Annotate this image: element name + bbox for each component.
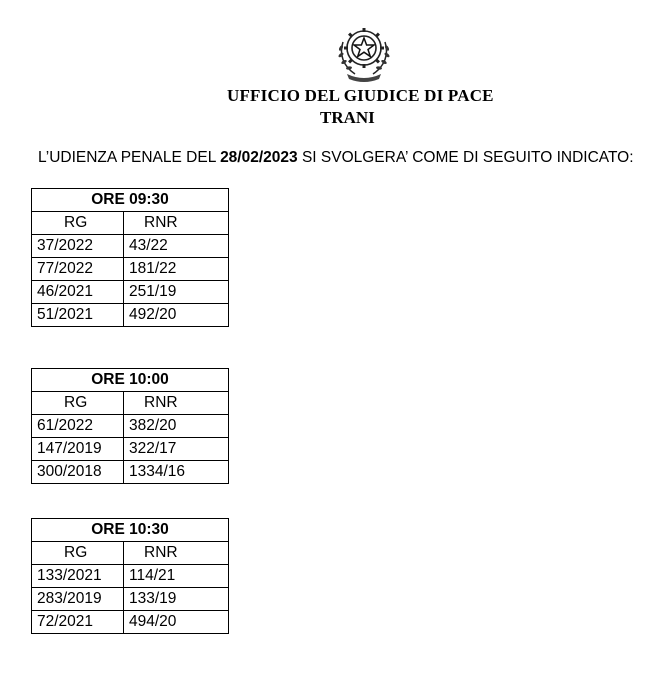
rg-cell: 133/2021 — [32, 565, 124, 588]
column-header-rg: RG — [32, 542, 124, 565]
rnr-cell: 133/19 — [124, 588, 229, 611]
rnr-cell: 43/22 — [124, 235, 229, 258]
table-row — [32, 281, 229, 304]
table-row — [32, 588, 229, 611]
rnr-cell: 181/22 — [124, 258, 229, 281]
session-time: ORE 10:30 — [32, 519, 229, 542]
rg-cell: 283/2019 — [32, 588, 124, 611]
table-row — [32, 611, 229, 634]
hearing-notice — [38, 149, 634, 167]
session-time: ORE 09:30 — [32, 189, 229, 212]
table-row — [32, 565, 229, 588]
rnr-cell: 382/20 — [124, 415, 229, 438]
rg-cell: 51/2021 — [32, 304, 124, 327]
italian-republic-emblem-icon — [333, 24, 395, 82]
office-title: UFFICIO DEL GIUDICE DI PACE — [227, 86, 494, 105]
column-header-rg: RG — [32, 392, 124, 415]
rg-cell: 300/2018 — [32, 461, 124, 484]
notice-prefix: L’UDIENZA PENALE DEL — [38, 149, 221, 166]
session-time: ORE 10:00 — [32, 369, 229, 392]
rg-cell: 147/2019 — [32, 438, 124, 461]
rg-cell: 37/2022 — [32, 235, 124, 258]
notice-suffix: SI SVOLGERA’ COME DI SEGUITO INDICATO: — [297, 149, 634, 166]
rnr-cell: 322/17 — [124, 438, 229, 461]
session-table-1000 — [31, 368, 229, 484]
table-row — [32, 461, 229, 484]
rg-cell: 72/2021 — [32, 611, 124, 634]
rnr-cell: 251/19 — [124, 281, 229, 304]
rnr-cell: 114/21 — [124, 565, 229, 588]
hearing-date: 28/02/2023 — [220, 149, 298, 166]
column-header-rnr: RNR — [124, 542, 229, 565]
rg-cell: 61/2022 — [32, 415, 124, 438]
column-header-rg: RG — [32, 212, 124, 235]
column-header-rnr: RNR — [124, 212, 229, 235]
session-table-0930 — [31, 188, 229, 327]
rg-cell: 46/2021 — [32, 281, 124, 304]
rnr-cell: 1334/16 — [124, 461, 229, 484]
table-row — [32, 235, 229, 258]
column-header-rnr: RNR — [124, 392, 229, 415]
rnr-cell: 492/20 — [124, 304, 229, 327]
table-row — [32, 304, 229, 327]
table-row — [32, 258, 229, 281]
table-row — [32, 415, 229, 438]
session-table-1030 — [31, 518, 229, 634]
table-row — [32, 438, 229, 461]
rg-cell: 77/2022 — [32, 258, 124, 281]
office-city: TRANI — [320, 108, 375, 127]
rnr-cell: 494/20 — [124, 611, 229, 634]
